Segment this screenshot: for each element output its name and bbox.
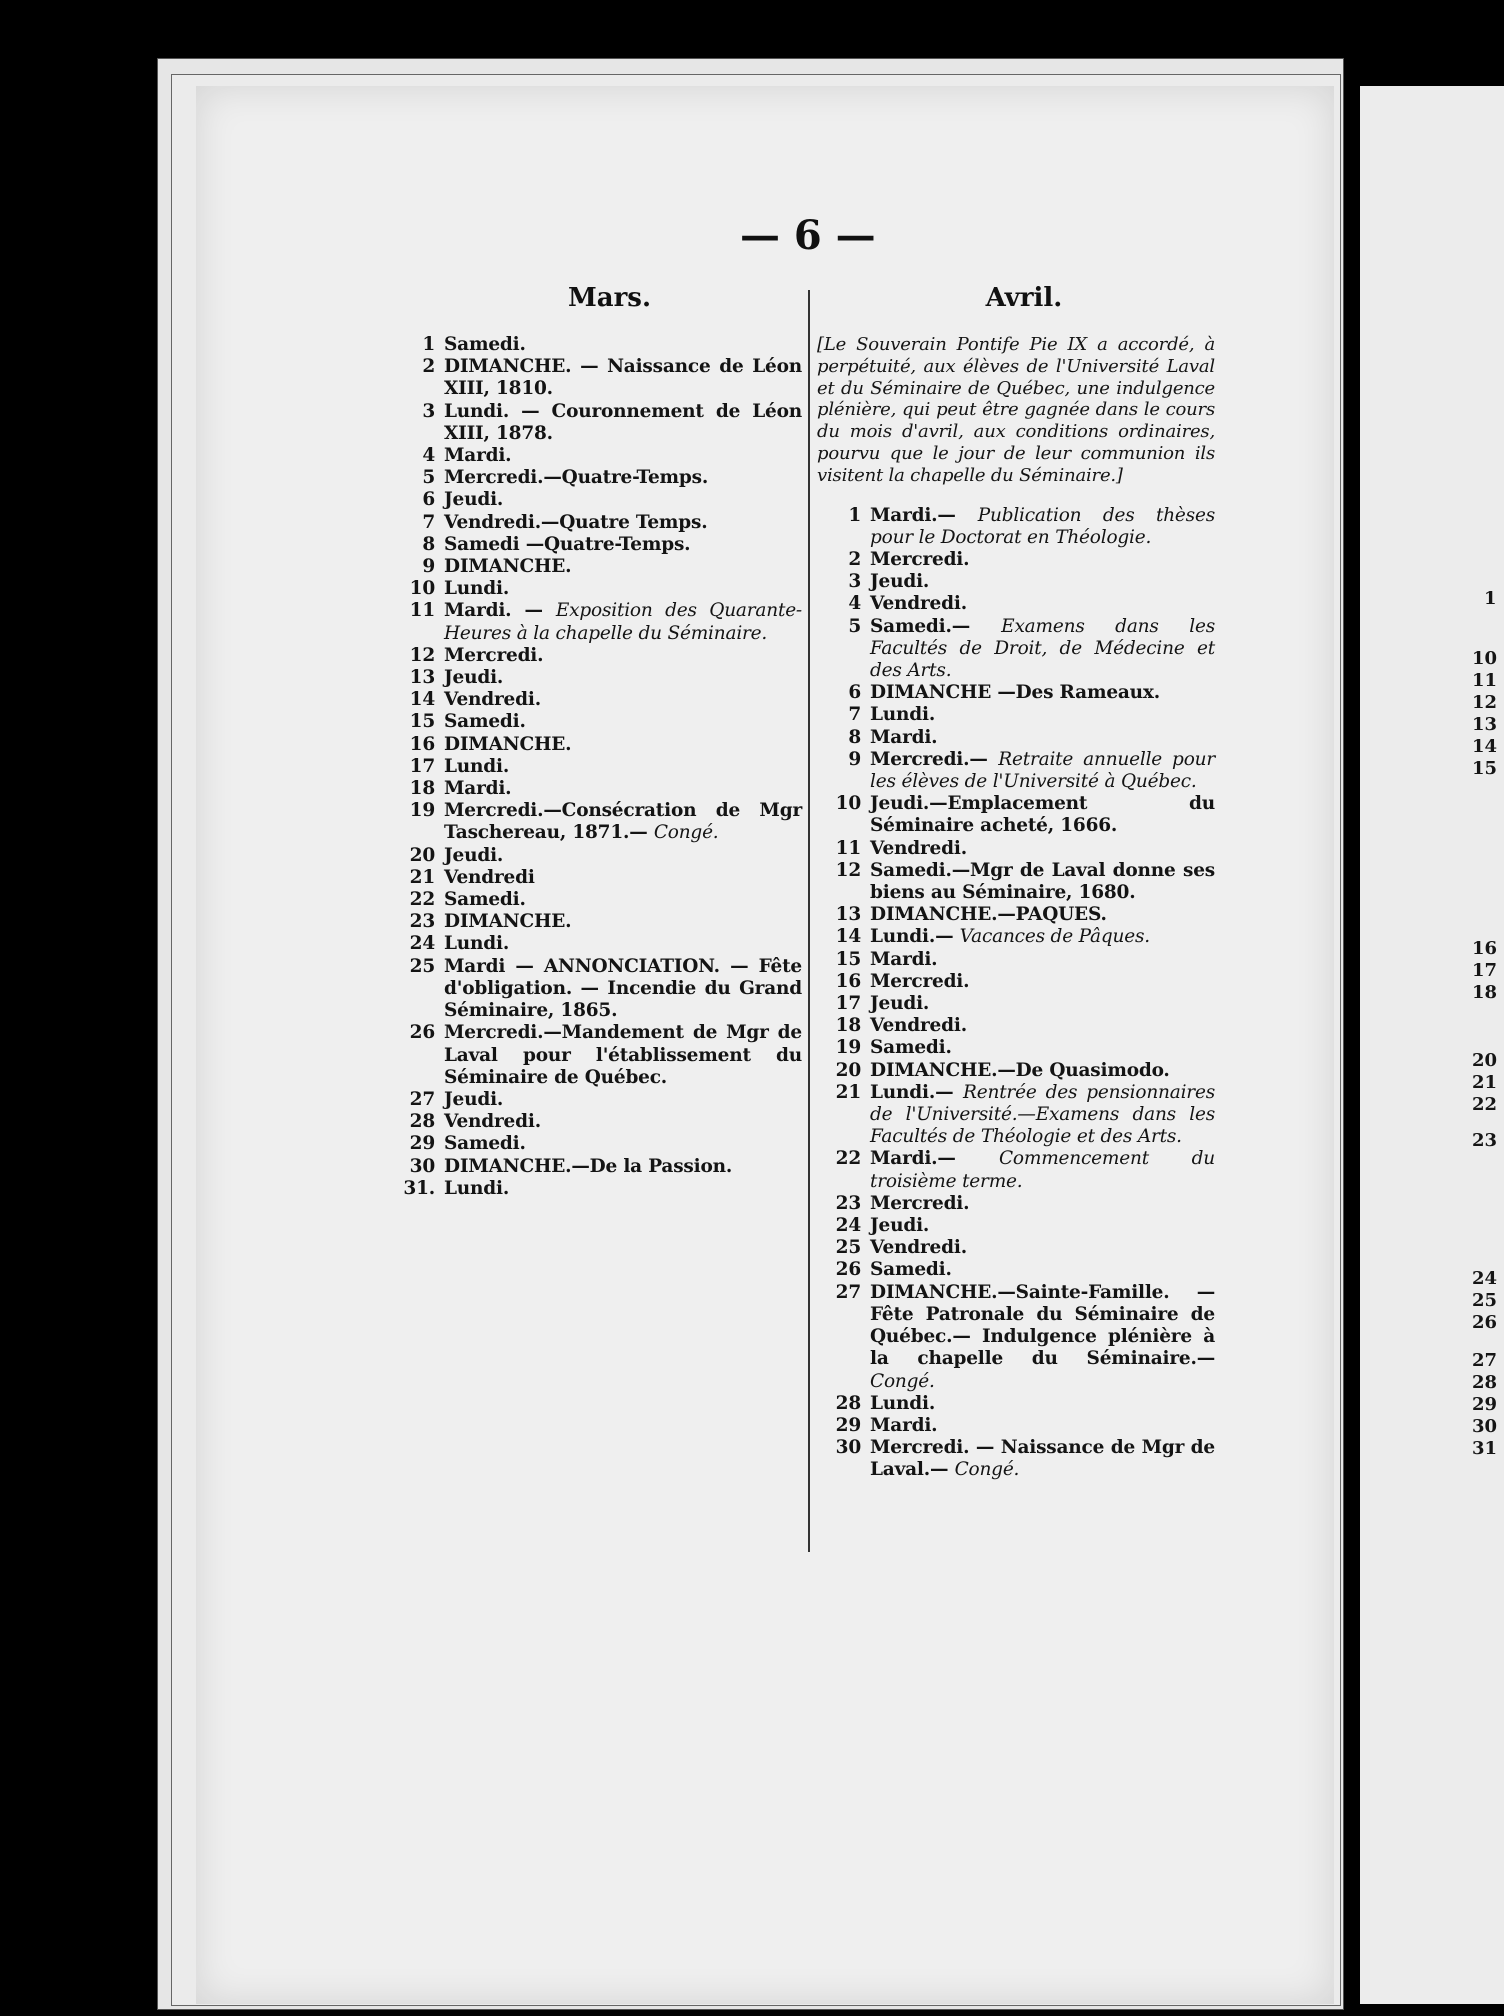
next-page-number-fragment: 22 (1472, 1094, 1498, 1115)
day-text: Mercredi. (870, 548, 970, 570)
mars-entry (387, 534, 802, 556)
avril-entry-list (813, 505, 1215, 1482)
next-page-number-fragment: 15 (1472, 758, 1498, 779)
day-number: 23 (835, 1192, 861, 1214)
next-page-number-fragment: 13 (1472, 714, 1498, 735)
mars-entry (387, 933, 802, 955)
day-number: 27 (409, 1088, 435, 1110)
avril-entry (813, 571, 1215, 593)
day-text: DIMANCHE —Des Rameaux. (870, 682, 1160, 704)
day-number: 19 (835, 1037, 861, 1059)
day-text: Mardi — ANNONCIATION. — Fête d'obligation. — Incendie du Grand Séminaire, 1865. (444, 955, 802, 1022)
mars-entry (387, 734, 802, 756)
day-number: 4 (422, 445, 435, 467)
day-text: Lundi. — Couronnement de Léon XIII, 1878. (444, 400, 802, 444)
day-text: Vendredi (444, 866, 535, 888)
mars-entry (387, 401, 802, 445)
mars-entry (387, 467, 802, 489)
day-number: 7 (422, 511, 435, 533)
next-page-number-fragment: 27 (1472, 1350, 1498, 1371)
day-text: DIMANCHE.—De Quasimodo. (870, 1059, 1170, 1081)
avril-entry (813, 838, 1215, 860)
avril-entry (813, 1259, 1215, 1281)
mars-entry (387, 334, 802, 356)
avril-entry (813, 1060, 1215, 1082)
mars-entry (387, 1022, 802, 1089)
day-text: Samedi —Quatre-Temps. (444, 533, 691, 555)
day-number: 13 (835, 904, 861, 926)
avril-entry (813, 616, 1215, 683)
day-text: Mardi. (444, 778, 512, 800)
day-number: 28 (409, 1111, 435, 1133)
mars-entry (387, 667, 802, 689)
day-number: 3 (422, 400, 435, 422)
mars-entry (387, 867, 802, 889)
avril-entry (813, 1393, 1215, 1415)
day-number: 18 (409, 778, 435, 800)
day-text: DIMANCHE.—PAQUES. (870, 904, 1107, 926)
day-text: Samedi.— (870, 615, 970, 637)
day-text: Lundi. (444, 755, 510, 777)
day-text: Jeudi. (444, 844, 504, 866)
day-number: 12 (409, 644, 435, 666)
day-text: Mardi. — (444, 600, 543, 622)
day-number: 8 (848, 726, 861, 748)
day-text: Vendredi. (870, 837, 967, 859)
avril-indulgence-note: [Le Souverain Pontife Pie IX a accordé, à perpétuité, aux élèves de l'Université Laval et du Séminaire de Québec, une indulgence plénière, qui peut être gagnée dans le cours du mois d'avril, aux conditions ordinaires, pourvu que le jour de leur communion ils visitent la chapelle du Séminaire.] (817, 334, 1215, 486)
mars-entry (387, 556, 802, 578)
avril-entry (813, 993, 1215, 1015)
day-number: 29 (835, 1414, 861, 1436)
next-page-number-fragment: 17 (1472, 960, 1498, 981)
day-number: 21 (409, 866, 435, 888)
avril-entry (813, 1437, 1215, 1481)
day-number: 22 (835, 1148, 861, 1170)
day-number: 22 (409, 889, 435, 911)
day-text: Mardi. (870, 1414, 938, 1436)
mars-entry (387, 1111, 802, 1133)
day-note: Publication des thèses pour le Doctorat en Théologie. (870, 504, 1215, 548)
day-text: Jeudi.—Emplacement du Séminaire acheté, 1666. (870, 793, 1215, 837)
day-note: Congé. (653, 822, 719, 844)
day-text: Mercredi.— (870, 748, 988, 770)
mars-entry-list (387, 334, 802, 1200)
day-number: 15 (409, 711, 435, 733)
day-text: Vendredi.—Quatre Temps. (444, 511, 708, 533)
avril-entry (813, 949, 1215, 971)
day-number: 25 (835, 1237, 861, 1259)
day-text: Lundi.— (870, 926, 954, 948)
avril-entry (813, 1237, 1215, 1259)
day-text: DIMANCHE. (444, 911, 572, 933)
avril-entry (813, 1415, 1215, 1437)
column-mars (387, 282, 802, 1200)
mars-entry (387, 956, 802, 1023)
next-page-number-fragment: 12 (1472, 692, 1498, 713)
mars-entry (387, 489, 802, 511)
column-avril (813, 282, 1215, 1482)
avril-entry (813, 549, 1215, 571)
day-number: 26 (835, 1259, 861, 1281)
day-text: Mardi.— (870, 504, 956, 526)
mars-entry (387, 800, 802, 844)
next-page-number-fragment: 24 (1472, 1268, 1498, 1289)
avril-entry (813, 904, 1215, 926)
day-text: Samedi. (870, 1037, 952, 1059)
day-text: Samedi. (444, 334, 526, 355)
mars-entry (387, 445, 802, 467)
day-number: 29 (409, 1133, 435, 1155)
avril-entry (813, 593, 1215, 615)
day-note: Rentrée des pensionnaires de l'Université.—Examens dans les Facultés de Théologie et des Arts. (870, 1081, 1215, 1148)
day-number: 17 (835, 993, 861, 1015)
mars-entry (387, 578, 802, 600)
mars-entry (387, 1156, 802, 1178)
day-number: 28 (835, 1392, 861, 1414)
next-page-number-fragment: 21 (1472, 1072, 1498, 1093)
day-number: 26 (409, 1022, 435, 1044)
day-number: 19 (409, 800, 435, 822)
avril-entry (813, 704, 1215, 726)
day-number: 1 (848, 504, 861, 526)
day-note: Vacances de Pâques. (959, 926, 1150, 948)
day-number: 16 (835, 970, 861, 992)
day-note: Exposition des Quarante-Heures à la chapelle du Séminaire. (444, 600, 802, 644)
day-text: Jeudi. (870, 571, 930, 593)
day-text: Vendredi. (870, 593, 967, 615)
mars-entry (387, 845, 802, 867)
day-text: Mercredi.—Mandement de Mgr de Laval pour l'établissement du Séminaire de Québec. (444, 1022, 802, 1088)
day-text: Vendredi. (444, 1111, 541, 1133)
day-number: 4 (848, 593, 861, 615)
avril-entry (813, 1037, 1215, 1059)
day-number: 12 (835, 859, 861, 881)
next-page-number-fragment: 14 (1472, 736, 1498, 757)
day-number: 24 (409, 933, 435, 955)
day-text: Lundi.— (870, 1081, 954, 1103)
day-number: 27 (835, 1281, 861, 1303)
day-text: Jeudi. (444, 489, 504, 511)
avril-entry (813, 749, 1215, 793)
day-text: Mardi. (870, 948, 938, 970)
day-text: Vendredi. (444, 689, 541, 711)
day-note: Congé. (954, 1459, 1020, 1481)
day-number: 16 (409, 733, 435, 755)
column-divider (808, 290, 810, 1552)
day-number: 18 (835, 1015, 861, 1037)
month-title-mars: Mars. (567, 283, 651, 313)
day-text: Lundi. (444, 578, 510, 600)
day-text: Samedi. (444, 711, 526, 733)
mars-entry (387, 1133, 802, 1155)
mars-entry (387, 778, 802, 800)
mars-entry (387, 689, 802, 711)
day-text: Jeudi. (870, 993, 930, 1015)
day-text: Mardi. (444, 445, 512, 467)
day-number: 20 (835, 1059, 861, 1081)
day-number: 13 (409, 667, 435, 689)
mars-entry (387, 645, 802, 667)
mars-entry (387, 889, 802, 911)
mars-entry (387, 512, 802, 534)
day-number: 10 (409, 578, 435, 600)
month-title-avril: Avril. (985, 283, 1063, 313)
avril-entry (813, 971, 1215, 993)
day-text: DIMANCHE. (444, 733, 572, 755)
day-number: 9 (848, 748, 861, 770)
day-number: 5 (422, 467, 435, 489)
avril-entry (813, 1148, 1215, 1192)
day-text: DIMANCHE. (444, 556, 572, 578)
day-text: Vendredi. (870, 1237, 967, 1259)
day-text: Vendredi. (870, 1015, 967, 1037)
avril-entry (813, 793, 1215, 837)
day-number: 2 (848, 548, 861, 570)
next-page-number-fragment: 11 (1472, 670, 1498, 691)
avril-entry (813, 1282, 1215, 1393)
day-number: 23 (409, 911, 435, 933)
day-text: Mercredi. (870, 970, 970, 992)
page-number: — 6 — (740, 212, 876, 259)
day-text: Samedi. (444, 1133, 526, 1155)
avril-entry (813, 727, 1215, 749)
day-text: Lundi. (444, 933, 510, 955)
mars-entry (387, 711, 802, 733)
day-number: 17 (409, 755, 435, 777)
day-text: Mercredi. (870, 1192, 970, 1214)
day-text: Mardi. (870, 726, 938, 748)
mars-entry (387, 600, 802, 644)
avril-entry (813, 1215, 1215, 1237)
next-page-number-fragment: 30 (1472, 1416, 1498, 1437)
day-number: 14 (835, 926, 861, 948)
next-page-edge (1360, 86, 1504, 2004)
day-text: Jeudi. (444, 1088, 504, 1110)
day-number: 24 (835, 1215, 861, 1237)
next-page-number-fragment: 28 (1472, 1372, 1498, 1393)
avril-entry (813, 1193, 1215, 1215)
day-text: DIMANCHE.—De la Passion. (444, 1155, 733, 1177)
day-text: Lundi. (870, 1392, 936, 1414)
avril-entry (813, 1015, 1215, 1037)
mars-entry (387, 1089, 802, 1111)
day-number: 30 (409, 1155, 435, 1177)
day-number: 9 (422, 556, 435, 578)
day-text: Mercredi. (444, 644, 544, 666)
day-number: 5 (848, 615, 861, 637)
day-number: 2 (422, 356, 435, 378)
day-number: 6 (848, 682, 861, 704)
next-page-number-fragment: 23 (1472, 1130, 1498, 1151)
day-note: Congé. (870, 1370, 935, 1392)
day-number: 15 (835, 948, 861, 970)
day-text: Mercredi.—Consécration de Mgr Taschereau, 1871.— (444, 800, 802, 844)
day-text: Jeudi. (444, 667, 504, 689)
day-number: 3 (848, 571, 861, 593)
day-text: Lundi. (870, 704, 936, 726)
mars-entry (387, 911, 802, 933)
next-page-number-fragment: 26 (1472, 1312, 1498, 1333)
day-number: 25 (409, 955, 435, 977)
day-text: Jeudi. (870, 1215, 930, 1237)
day-number: 20 (409, 844, 435, 866)
avril-entry (813, 926, 1215, 948)
next-page-number-fragment: 25 (1472, 1290, 1498, 1311)
day-text: Samedi. (444, 889, 526, 911)
day-text: Lundi. (444, 1177, 510, 1199)
day-number: 1 (422, 334, 435, 355)
day-text: Mercredi. — Naissance de Mgr de Laval.— (870, 1437, 1215, 1481)
day-text: Samedi.—Mgr de Laval donne ses biens au Séminaire, 1680. (870, 859, 1215, 904)
day-text: Mercredi.—Quatre-Temps. (444, 467, 709, 489)
next-page-number-fragment: 29 (1472, 1394, 1498, 1415)
day-number: 6 (422, 489, 435, 511)
day-text: DIMANCHE.—Sainte-Famille. — Fête Patronale du Séminaire de Québec.— Indulgence plénière à la chapelle du Séminaire.— (870, 1281, 1215, 1370)
mars-entry (387, 356, 802, 400)
day-number: 14 (409, 689, 435, 711)
avril-entry (813, 1082, 1215, 1149)
avril-entry (813, 860, 1215, 904)
avril-entry (813, 682, 1215, 704)
day-note: Examens dans les Facultés de Droit, de Médecine et des Arts. (870, 615, 1215, 681)
day-text: Mardi.— (870, 1148, 956, 1170)
next-page-number-fragment: 20 (1472, 1050, 1498, 1071)
mars-entry (387, 756, 802, 778)
day-note: Retraite annuelle pour les élèves de l'Université à Québec. (870, 748, 1215, 793)
avril-entry (813, 505, 1215, 549)
day-note: Commencement du troisième terme. (870, 1148, 1215, 1192)
day-number: 11 (835, 837, 861, 859)
day-number: 31. (403, 1177, 435, 1199)
next-page-number-fragment: 16 (1472, 938, 1498, 959)
day-number: 7 (848, 704, 861, 726)
day-text: DIMANCHE. — Naissance de Léon XIII, 1810. (444, 356, 802, 400)
day-number: 30 (835, 1437, 861, 1459)
day-number: 11 (409, 600, 435, 622)
next-page-number-fragment: 1 (1484, 588, 1497, 609)
mars-entry (387, 1178, 802, 1200)
day-number: 21 (835, 1081, 861, 1103)
day-number: 10 (835, 793, 861, 815)
next-page-number-fragment: 10 (1472, 648, 1498, 669)
next-page-number-fragment: 31 (1472, 1438, 1498, 1459)
day-number: 8 (422, 533, 435, 555)
next-page-number-fragment: 18 (1472, 982, 1498, 1003)
day-text: Samedi. (870, 1259, 952, 1281)
